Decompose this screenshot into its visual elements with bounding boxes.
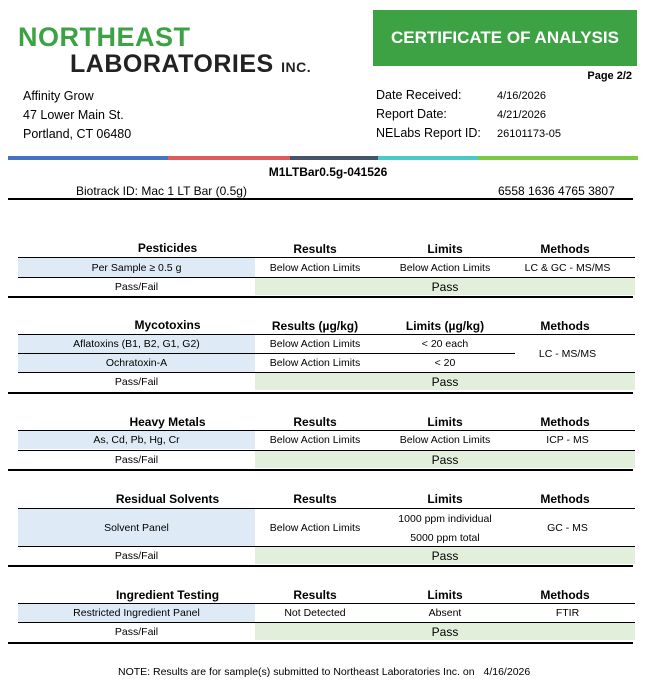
- page-number: Page 2/2: [587, 70, 632, 82]
- report-id-label: NELabs Report ID:: [376, 126, 481, 140]
- residual-solvents-limits-header: Limits: [427, 492, 463, 506]
- ingredient-testing-limits-header: Limits: [427, 588, 463, 602]
- residual-solvents-limit-2: 5000 ppm total: [410, 531, 480, 544]
- client-street: 47 Lower Main St.: [23, 108, 124, 122]
- mycotoxins-analyte-1: Aflatoxins (B1, B2, G1, G2): [18, 335, 255, 353]
- ingredient-testing-limit: Absent: [428, 607, 462, 619]
- mycotoxins-result-1: Below Action Limits: [269, 338, 361, 350]
- pesticides-results-header: Results: [293, 242, 337, 256]
- heavy-metals-limits-header: Limits: [427, 415, 463, 429]
- mycotoxins-limit-1: < 20 each: [421, 338, 469, 350]
- pesticides-methods-header: Methods: [540, 242, 590, 256]
- footer-note: [118, 666, 530, 678]
- residual-solvents-methods-header: Methods: [540, 492, 590, 506]
- heavy-metals-limit: Below Action Limits: [399, 434, 491, 446]
- biotrack-number: 6558 1636 4765 3807: [498, 184, 615, 198]
- logo-laboratories: [70, 50, 311, 79]
- heavy-metals-result: Below Action Limits: [269, 434, 361, 446]
- divider: [8, 296, 633, 298]
- residual-solvents-analyte: Solvent Panel: [18, 509, 255, 546]
- pesticides-title: Pesticides: [137, 241, 198, 255]
- residual-solvents-limit-1: 1000 ppm individual: [398, 512, 492, 525]
- mycotoxins-title: Mycotoxins: [134, 318, 201, 332]
- heavy-metals-title: Heavy Metals: [129, 415, 206, 429]
- client-name: Affinity Grow: [23, 89, 94, 103]
- report-date-label: Report Date:: [376, 107, 447, 121]
- divider: [8, 469, 633, 471]
- mycotoxins-methods-header: Methods: [540, 319, 590, 333]
- residual-solvents-passfail-label: Pass/Fail: [114, 549, 159, 562]
- mycotoxins-method: LC - MS/MS: [538, 347, 597, 360]
- stripe-slate: [290, 156, 378, 160]
- residual-solvents-method: GC - MS: [547, 521, 588, 534]
- ingredient-testing-methods-header: Methods: [540, 588, 590, 602]
- heavy-metals-analyte: As, Cd, Pb, Hg, Cr: [18, 431, 255, 449]
- footer-note-text: NOTE: Results are for sample(s) submitted to Northeast Laboratories Inc. on: [118, 666, 475, 678]
- mycotoxins-passfail: Pass: [255, 373, 635, 390]
- certificate-title: CERTIFICATE OF ANALYSIS: [373, 10, 637, 66]
- mycotoxins-analyte-2: Ochratoxin-A: [18, 354, 255, 372]
- heavy-metals-methods-header: Methods: [540, 415, 590, 429]
- stripe-blue: [8, 156, 168, 160]
- ingredient-testing-passfail-label: Pass/Fail: [114, 625, 159, 638]
- residual-solvents-title: Residual Solvents: [115, 492, 220, 506]
- date-received: 4/16/2026: [497, 90, 546, 102]
- ingredient-testing-method: FTIR: [555, 607, 580, 619]
- divider: [8, 198, 633, 200]
- residual-solvents-results-header: Results: [293, 492, 337, 506]
- mycotoxins-result-2: Below Action Limits: [269, 357, 361, 369]
- stripe-green: [478, 156, 638, 160]
- client-city: Portland, CT 06480: [23, 127, 132, 141]
- residual-solvents-result: Below Action Limits: [269, 521, 361, 534]
- mycotoxins-limit-2: < 20: [434, 357, 456, 369]
- report-id: 26101173-05: [497, 128, 562, 140]
- divider: [8, 565, 633, 567]
- heavy-metals-passfail: Pass: [255, 451, 635, 468]
- pesticides-limit: Below Action Limits: [399, 261, 491, 274]
- ingredient-testing-analyte: Restricted Ingredient Panel: [18, 604, 255, 622]
- biotrack-id: Biotrack ID: Mac 1 LT Bar (0.5g): [76, 184, 247, 198]
- logo-inc: INC.: [281, 59, 312, 75]
- logo-laboratories-text: LABORATORIES: [70, 50, 274, 78]
- logo-northeast: NORTHEAST: [18, 22, 191, 52]
- divider: [8, 642, 633, 644]
- pesticides-method: LC & GC - MS/MS: [524, 261, 611, 274]
- ingredient-testing-result: Not Detected: [284, 607, 346, 619]
- pesticides-limits-header: Limits: [427, 242, 463, 256]
- heavy-metals-results-header: Results: [293, 415, 337, 429]
- mycotoxins-passfail-label: Pass/Fail: [114, 375, 159, 388]
- ingredient-testing-results-header: Results: [293, 588, 337, 602]
- date-received-label: Date Received:: [376, 88, 462, 102]
- stripe-teal: [378, 156, 478, 160]
- ingredient-testing-passfail: Pass: [255, 623, 635, 640]
- residual-solvents-passfail: Pass: [255, 547, 635, 564]
- report-date: 4/21/2026: [497, 109, 546, 121]
- pesticides-result: Below Action Limits: [269, 261, 361, 274]
- pesticides-passfail: Pass: [255, 278, 635, 295]
- heavy-metals-passfail-label: Pass/Fail: [114, 453, 159, 466]
- sample-id: M1LTBar0.5g-041526: [268, 165, 388, 179]
- footer-date: 4/16/2026: [483, 666, 531, 678]
- ingredient-testing-title: Ingredient Testing: [115, 588, 220, 602]
- divider: [8, 392, 633, 394]
- pesticides-passfail-label: Pass/Fail: [114, 280, 159, 293]
- mycotoxins-limits-header: Limits (µg/kg): [405, 319, 485, 333]
- pesticides-analyte: Per Sample ≥ 0.5 g: [18, 258, 255, 277]
- heavy-metals-method: ICP - MS: [546, 434, 589, 446]
- mycotoxins-results-header: Results (µg/kg): [271, 319, 359, 333]
- stripe-red: [168, 156, 290, 160]
